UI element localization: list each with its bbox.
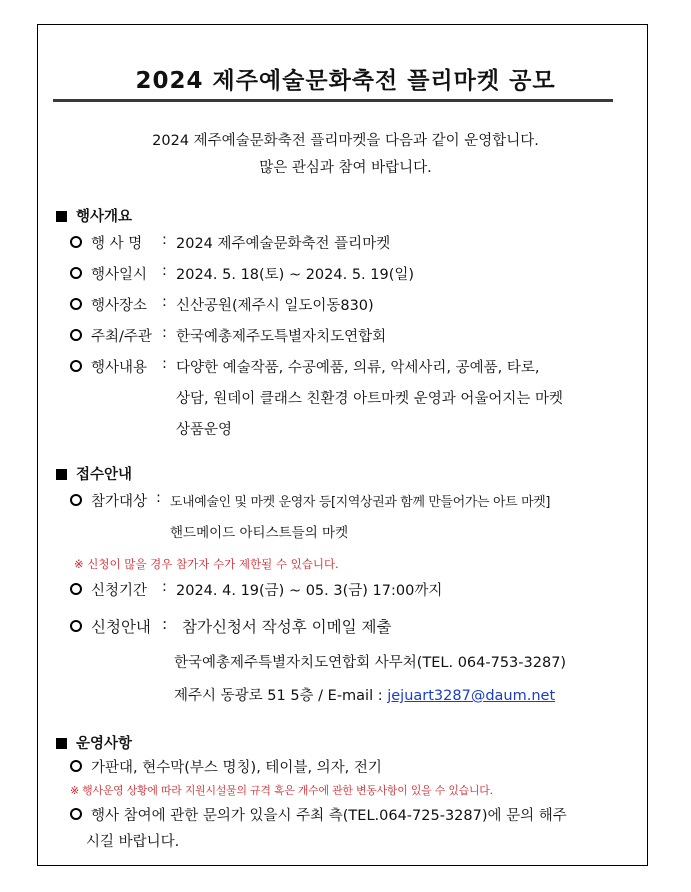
colon: : — [162, 294, 167, 310]
section-heading-operation — [56, 732, 132, 753]
page-title: 2024 제주예술문화축전 플리마켓 공모 — [135, 68, 556, 94]
reception-guide-value: 참가신청서 작성후 이메일 제출 — [182, 618, 392, 636]
circle-bullet-icon — [70, 236, 82, 248]
overview-place-value: 신산공원(제주시 일도이동830) — [176, 298, 374, 314]
overview-date-row — [70, 263, 147, 284]
circle-bullet-icon — [70, 583, 82, 595]
section-heading-overview — [56, 205, 132, 226]
email-link[interactable]: jejuart3287@daum.net — [387, 688, 556, 704]
overview-date-value: 2024. 5. 18(토) ~ 2024. 5. 19(일) — [176, 267, 415, 283]
reception-target-line-1: 도내예술인 및 마켓 운영자 등[지역상권과 함께 만들어가는 아트 마켓] — [170, 495, 551, 510]
circle-bullet-icon — [70, 267, 82, 279]
overview-name-row — [70, 232, 142, 253]
field-label: 행 사 명 — [91, 236, 143, 252]
section-heading-label: 접수안내 — [76, 467, 133, 483]
reception-address-line — [174, 684, 555, 705]
reception-office-line: 한국예총제주특별자치도연합회 사무처(TEL. 064-753-3287) — [174, 655, 567, 671]
circle-bullet-icon — [70, 760, 82, 772]
overview-content-line-1: 다양한 예술작품, 수공예품, 의류, 악세사리, 공예품, 타로, — [176, 360, 540, 376]
field-label: 참가대상 — [91, 494, 148, 510]
operation-item-2-line-1: 행사 참여에 관한 문의가 있을시 주최 측(TEL.064-725-3287)에 문의 해주 — [91, 808, 567, 824]
section-heading-label: 운영사항 — [76, 736, 133, 752]
circle-bullet-icon — [70, 329, 82, 341]
section-heading-reception — [56, 463, 132, 484]
reception-target-line-2: 핸드메이드 아티스트들의 마켓 — [170, 525, 349, 541]
colon: : — [162, 579, 167, 595]
address-text: 제주시 동광로 51 5층 / E-mail : — [174, 688, 388, 704]
reception-target-row — [70, 490, 147, 511]
overview-name-value: 2024 제주예술문화축전 플리마켓 — [176, 236, 391, 252]
overview-place-row — [70, 294, 147, 315]
operation-note: ※ 행사운영 상황에 따라 지원시설물의 규격 혹은 개수에 관한 변동사항이 있을 수 있습니다. — [70, 784, 493, 797]
overview-content-line-2: 상담, 원데이 클래스 친환경 아트마켓 운영과 어울어지는 마켓 — [176, 391, 564, 407]
operation-item-1 — [70, 756, 382, 777]
field-label: 신청안내 — [91, 618, 151, 636]
operation-item-1-text: 가판대, 현수막(부스 명칭), 테이블, 의자, 전기 — [91, 760, 382, 776]
overview-content-row — [70, 356, 147, 377]
overview-content-line-3: 상품운영 — [176, 422, 233, 438]
colon: : — [162, 615, 168, 633]
operation-item-2-line-2: 시길 바랍니다. — [86, 834, 180, 850]
field-label: 행사장소 — [91, 298, 148, 314]
field-label: 주최/주관 — [91, 329, 152, 345]
overview-host-value: 한국예총제주도특별자치도연합회 — [176, 329, 387, 345]
colon: : — [162, 232, 167, 248]
overview-host-row — [70, 325, 152, 346]
field-label: 행사내용 — [91, 360, 148, 376]
intro-line-1: 2024 제주예술문화축전 플리마켓을 다음과 같이 운영합니다. — [152, 133, 539, 149]
colon: : — [162, 356, 167, 372]
title-divider — [53, 99, 613, 102]
field-label: 행사일시 — [91, 267, 148, 283]
square-bullet-icon — [56, 469, 67, 480]
intro-line-2: 많은 관심과 참여 바랍니다. — [259, 160, 432, 176]
circle-bullet-icon — [70, 298, 82, 310]
circle-bullet-icon — [70, 808, 82, 820]
colon: : — [162, 325, 167, 341]
colon: : — [156, 490, 161, 506]
reception-note: ※ 신청이 많을 경우 참가자 수가 제한될 수 있습니다. — [74, 557, 339, 571]
reception-period-row — [70, 579, 147, 600]
reception-guide-row — [70, 615, 151, 637]
square-bullet-icon — [56, 738, 67, 749]
colon: : — [162, 263, 167, 279]
field-label: 신청기간 — [91, 583, 148, 599]
operation-item-2 — [70, 804, 567, 825]
circle-bullet-icon — [70, 360, 82, 372]
section-heading-label: 행사개요 — [76, 209, 133, 225]
circle-bullet-icon — [70, 620, 82, 632]
circle-bullet-icon — [70, 494, 82, 506]
reception-period-value: 2024. 4. 19(금) ~ 05. 3(금) 17:00까지 — [176, 583, 443, 599]
square-bullet-icon — [56, 211, 67, 222]
